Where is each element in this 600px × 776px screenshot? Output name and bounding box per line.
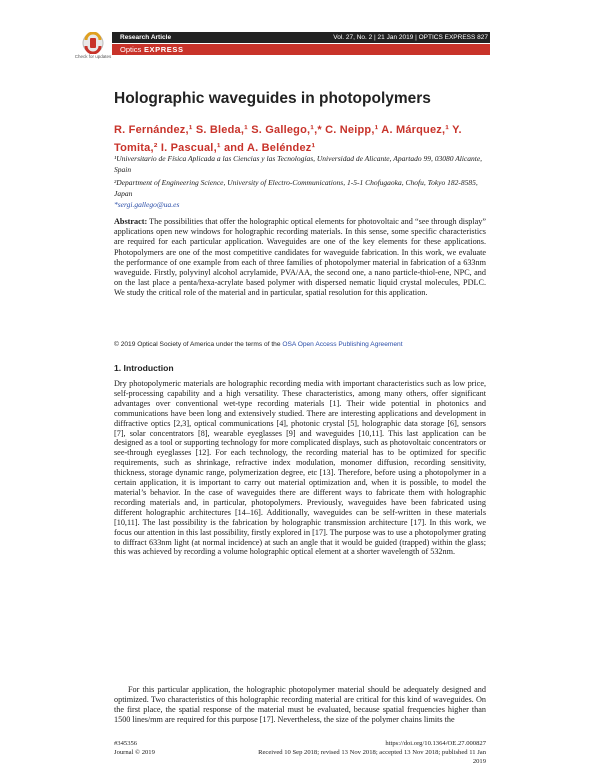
corresponding-email[interactable]: *sergi.gallego@ua.es <box>114 200 180 209</box>
open-access-agreement-link[interactable]: OSA Open Access Publishing Agreement <box>282 341 403 348</box>
copyright-text: © 2019 Optical Society of America under the terms of the <box>114 341 283 348</box>
publication-dates: Received 10 Sep 2018; revised 13 Nov 2018; accepted 13 Nov 2018; published 11 Jan 2019 <box>258 748 486 765</box>
journal-copyright: Journal © 2019 <box>114 748 155 756</box>
body-paragraph-2: For this particular application, the holographic photopolymer material should be adequately designed and optimized. Two characteristics of this holographic recording material are critical for this kind of waveguides. On the first place, the spatial response of the material must be evaluated, because spatial frequencies higher than 1500 lines/mm are required for this purpose [17]. Nevertheless, the size of the polymer chains limits the <box>114 685 486 724</box>
body-paragraph-1: Dry photopolymeric materials are holographic recording media with important characteristics such as low price, self-processing capability and a high versatility. These characteristics, among many others, offer significant advantages over conventional wet-type recording materials [1]. Their wide potential in photonics and communications have been long and extensively studied. There are interesting applications and development in diffractive optics [2,3], optical communications [4], photonic crystal [5], holographic data storage [6], sensors [7], solar concentrators [8], wearable eyeglasses [9] and waveguides [10,11]. This last application can be designed as a tool or supporting technology for more complicated displays, such as photovoltaic concentrators or see-through eyeglasses [12]. For each technology, the recording material has to be optimized for specific requirements, such as shrinkage, refractive index modulation, monomer diffusion, recording sensitivity, thickness, storage dynamic range, polymerization degree, etc [13]. Therefore, before using a photopolymer in a certain application, it is important to carry out material optimization and, when it is possible, to model the material’s behavior. In the case of waveguides there are different ways to fabricate them with holographic recording materials and, in particular, photopolymers. Previously, waveguides have been fabricated using different holographic architectures [14–16]. Additionally, waveguides can be self-written in these materials [10,11]. The last possibility is the fabrication by holographic transmission architecture [17]. In this work, we focus our attention in this last possibility, firstly explored in [17]. The purpose was to use a photopolymer grating to diffract 633nm light (at normal incidence) at such an angle that it would be guided (trapped) within the glass; this was achieved by recording a volume holographic optical element at a shorter wavelength of 532nm. <box>114 379 486 557</box>
footer-left <box>114 740 155 758</box>
journal-name <box>120 44 184 55</box>
footer-right <box>250 740 486 766</box>
journal-prefix: Optics <box>120 45 142 54</box>
affiliation-2: ²Department of Engineering Science, University of Electro-Communications, 1-5-1 Chofugaoka, Chofu, Tokyo 182-8585, Japan <box>114 178 478 198</box>
author-list: R. Fernández,¹ S. Bleda,¹ S. Gallego,¹,* C. Neipp,¹ A. Márquez,¹ Y. Tomita,² I. Pascual,¹ and A. Beléndez¹ <box>114 124 462 154</box>
journal-title: EXPRESS <box>143 45 184 54</box>
abstract-text: The possibilities that offer the holographic optical elements for photovoltaic and “see through display” applications open new windows for holographic recording materials. In this sense, some specific characteristics are required for each particular application. Waveguides are one of the key elements for these applications. Photopolymers are one of the most competitive candidates for waveguide fabrication. In this work, we evaluate the performance of one example from each of three families of photopolymer material in fabrication of a 633nm waveguide. Firstly, polyvinyl alcohol acrylamide, PVA/AA, the second one, a nano particle-thiol-ene, NPC, and on the last place a penta/hexa-acrylate based polymer with dispersed nematic liquid crystal molecules, PDLC. We study the critical role of the material and in particular, spatial resolution for this application. <box>114 217 486 298</box>
check-for-updates-icon <box>78 32 108 54</box>
article-type: Research Article <box>120 34 172 41</box>
check-for-updates-badge[interactable] <box>78 32 108 68</box>
affiliation-1: ¹Universitario de Física Aplicada a las Ciencias y las Tecnologías, Universidad de Alicante, Apartado 99, 03080 Alicante, Spain <box>114 154 483 174</box>
manuscript-id: #345356 <box>114 740 138 747</box>
check-for-updates-label: Check for updates <box>74 54 112 59</box>
citation-info: Vol. 27, No. 2 | 21 Jan 2019 | OPTICS EXPRESS 827 <box>333 34 488 41</box>
abstract <box>114 217 486 299</box>
section-heading: 1. Introduction <box>114 363 174 373</box>
paper-title: Holographic waveguides in photopolymers <box>114 90 431 107</box>
doi-link[interactable]: https://doi.org/10.1364/OE.27.000827 <box>385 740 486 747</box>
abstract-label: Abstract: <box>114 217 148 226</box>
copyright-notice <box>114 341 403 348</box>
